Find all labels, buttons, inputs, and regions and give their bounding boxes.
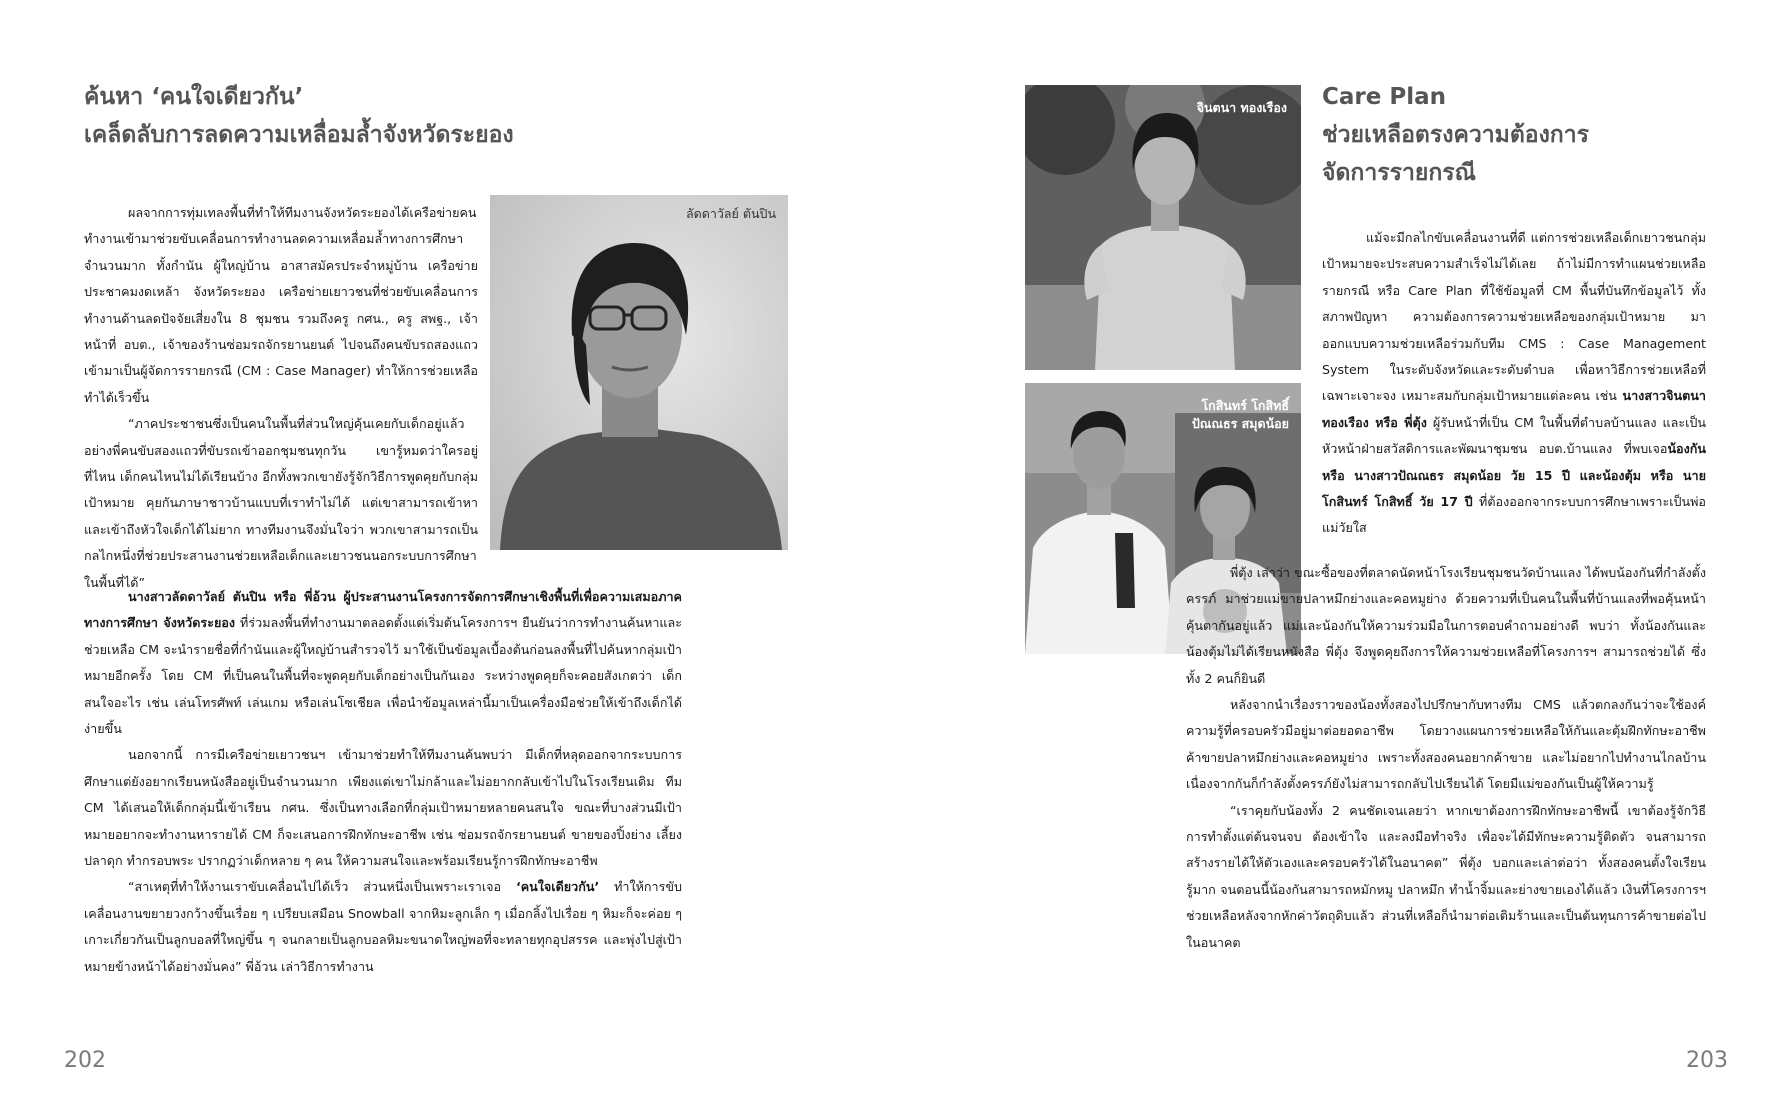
right-paragraph-1-a: แม้จะมีกลไกขับเคลื่อนงานที่ดี แต่การช่วยเหลือเด็กเยาวชนกลุ่มเป้าหมายจะประสบความสำเร็จไม่ได้เลย ถ้าไม่มีการทำแผนช่วยเหลือรายกรณี หรือ Care Plan ที่ใช้ข้อมูลที่ CM พื้นที่บันทึกข้อมูลไว้ ทั้งสภาพปัญหา ความต้องการความช่วยเหลือของกลุ่มเป้าหมาย มาออกแบบความช่วยเหลือร่วมกับทีม CMS : Case Management System ในระดับจังหวัดและระดับตำบล เพื่อหาวิธีการช่วยเหลือที่เฉพาะเจาะจง เหมาะสมกับกลุ่มเป้าหมายแต่ละคน เช่น bbox=[1322, 230, 1706, 404]
left-heading bbox=[84, 78, 514, 154]
right-paragraph-3: หลังจากนำเรื่องราวของน้องทั้งสองไปปรึกษากับทางทีม CMS แล้วตกลงกันว่าจะใช้องค์ความรู้ที่ครอบครัวมีอยู่มาต่อยอดอาชีพ โดยวางแผนการช่วยเหลือให้กันและตุ้มฝึกทักษะอาชีพค้าขายปลาหมึกย่างและคอหมูย่าง เพราะทั้งสองคนอยากค้าขาย และไม่อยากไปทำงานไกลบ้าน เนื่องจากกันก็กำลังตั้งครรภ์ยังไม่สามารถกลับไปเรียนได้ โดยมีแม่ของกันเป็นผู้ให้ความรู้ bbox=[1186, 697, 1706, 792]
left-text-bottom bbox=[84, 584, 682, 980]
right-text-bottom bbox=[1186, 560, 1706, 956]
left-paragraph-1: ผลจากการทุ่มเทลงพื้นที่ทำให้ทีมงานจังหวัดระยองได้เครือข่ายคนทำงานเข้ามาช่วยขับเคลื่อนการทำงานลดความเหลื่อมล้ำทางการศึกษาจำนวนมาก ทั้งกำนัน ผู้ใหญ่บ้าน อาสาสมัครประจำหมู่บ้าน เครือข่ายประชาคมงดเหล้า จังหวัดระยอง เครือข่ายเยาวชนที่ช่วยขับเคลื่อนการทำงานด้านลดปัจจัยเสี่ยงใน 8 ชุมชน รวมถึงครู กศน., ครู สพฐ., เจ้าหน้าที่ อบต., เจ้าของร้านซ่อมรถจักรยานยนต์ ไปจนถึงคนขับรถสองแถว เข้ามาเป็นผู้จัดการรายกรณี (CM : Case Manager) ทำให้การช่วยเหลือทำได้เร็วขึ้น bbox=[84, 205, 478, 405]
left-text-top bbox=[84, 200, 478, 596]
portrait-illustration bbox=[490, 195, 788, 550]
photo-caption-laddawan: ลัดดาวัลย์ ตันปิน bbox=[685, 206, 776, 221]
right-paragraph-1-b: ผู้รับหน้าที่เป็น CM ในพื้นที่ตำบลบ้านแลง และเป็นหัวหน้าฝ่ายสวัสดิการและพัฒนาชุมชน อบต.บ้านแลง ที่พบเจอ bbox=[1322, 414, 1706, 457]
left-paragraph-5-bold: ‘คนใจเดียวกัน’ bbox=[515, 879, 600, 895]
jintana-illustration bbox=[1025, 85, 1301, 370]
caption-line-kosin: โกสินทร์ โกสิทธิ์ bbox=[1201, 398, 1289, 413]
right-heading-line-3: จัดการรายกรณี bbox=[1322, 160, 1476, 186]
right-paragraph-1-c: ที่ต้องออกจากระบบการศึกษาเพราะเป็นพ่อแม่วัยใส bbox=[1322, 494, 1706, 536]
right-paragraph-2: พี่ตุ้ง เล่าว่า ขณะซื้อของที่ตลาดนัดหน้าโรงเรียนชุมชนวัดบ้านแลง ได้พบน้องกันที่กำลังตั้งครรภ์ มาช่วยแม่ขายปลาหมึกย่างและคอหมูย่าง ด้วยความที่เป็นคนในพื้นที่บ้านแลงที่พอคุ้นหน้าคุ้นตากันอยู่แล้ว แม่และน้องกันให้ความร่วมมือในการตอบคำถามอย่างดี พบว่า ทั้งน้องกันและน้องตุ้มไม่ได้เรียนหนังสือ พี่ตุ้ง จึงพูดคุยถึงการให้ความช่วยเหลือที่โครงการฯ สามารถช่วยได้ ซึ่งทั้ง 2 คนก็ยินดี bbox=[1186, 565, 1706, 686]
left-paragraph-3 bbox=[84, 584, 682, 742]
right-paragraph-1-bold-2: น้องกัน หรือ นางสาวปัณณธร สมุดน้อย วัย 15 ปี และน้องตุ้ม หรือ นายโกสินทร์ โกสิทธิ์ วัย 17 ปี bbox=[1322, 441, 1706, 510]
right-heading-line-1: Care Plan bbox=[1322, 84, 1446, 110]
left-paragraph-3-bold: นางสาวลัดดาวัลย์ ตันปิน หรือ พี่อ้วน ผู้ประสานงานโครงการจัดการศึกษาเชิงพื้นที่เพื่อความเสมอภาคทางการศึกษา จังหวัดระยอง bbox=[84, 589, 682, 631]
page-number-right: 203 bbox=[1686, 1048, 1728, 1073]
right-paragraph-1-bold-1: นางสาวจินตนา ทองเรือง หรือ พี่ตุ้ง bbox=[1322, 388, 1706, 430]
left-paragraph-5-a: “สาเหตุที่ทำให้งานเราขับเคลื่อนไปได้เร็ว ส่วนหนึ่งเป็นเพราะเราเจอ bbox=[128, 879, 516, 895]
page-number-left: 202 bbox=[64, 1048, 106, 1073]
left-paragraph-2: “ภาคประชาชนซึ่งเป็นคนในพื้นที่ส่วนใหญ่คุ้นเคยกับเด็กอยู่แล้ว อย่างพี่คนขับสองแถวที่ขับรถเข้าออกชุมชนทุกวัน เขารู้หมดว่าใครอยู่ที่ไหน เด็กคนไหนไม่ได้เรียนบ้าง อีกทั้งพวกเขายังรู้จักวิธีการพูดคุยกับกลุ่มเป้าหมาย คุยกันภาษาชาวบ้านแบบที่เราทำไม่ได้ แต่เขาสามารถเข้าหาและเข้าถึงหัวใจเด็กได้ไม่ยาก ทางทีมงานจึงมั่นใจว่า พวกเขาสามารถเป็นกลไกหนึ่งที่ช่วยประสานงานช่วยเหลือเด็กและเยาวชนนอกระบบการศึกษาในพื้นที่ได้” bbox=[84, 416, 478, 590]
caption-line-pannathorn: ปัณณธร สมุดน้อย bbox=[1191, 416, 1289, 431]
right-paragraph-1 bbox=[1322, 225, 1706, 542]
right-text-top bbox=[1322, 225, 1706, 542]
left-paragraph-3-rest: ที่ร่วมลงพื้นที่ทำงานมาตลอดตั้งแต่เริ่มต้นโครงการฯ ยืนยันว่าการทำงานค้นหาและช่วยเหลือ CM จะนำรายชื่อที่กำนันและผู้ใหญ่บ้านสำรวจไว้ มาใช้เป็นข้อมูลเบื้องต้นก่อนลงพื้นที่ไปค้นหากลุ่มเป้าหมายอีกครั้ง โดย CM ที่เป็นคนในพื้นที่จะพูดคุยกับเด็กอย่างเป็นกันเอง ระหว่างพูดคุยก็จะคอยสังเกตว่า เด็กสนใจอะไร เช่น เล่นโทรศัพท์ เล่นเกม หรือเล่นโซเชียล เพื่อนำข้อมูลเหล่านี้มาเป็นเครื่องมือช่วยให้เข้าถึงเด็กได้ง่ายขึ้น bbox=[84, 615, 682, 737]
left-heading-line-2: เคล็ดลับการลดความเหลื่อมล้ำจังหวัดระยอง bbox=[84, 122, 514, 148]
photo-caption-jintana: จินตนา ทองเรือง bbox=[1196, 100, 1287, 115]
left-paragraph-5 bbox=[84, 874, 682, 980]
portrait-photo-laddawan bbox=[490, 195, 788, 550]
portrait-photo-jintana bbox=[1025, 85, 1301, 370]
left-paragraph-4: นอกจากนี้ การมีเครือข่ายเยาวชนฯ เข้ามาช่วยทำให้ทีมงานค้นพบว่า มีเด็กที่หลุดออกจากระบบการศึกษาแต่ยังอยากเรียนหนังสืออยู่เป็นจำนวนมาก เพียงแต่เขาไม่กล้าและไม่อยากกลับเข้าไปในโรงเรียนเดิม ทีม CM ได้เสนอให้เด็กกลุ่มนี้เข้าเรียน กศน. ซึ่งเป็นทางเลือกที่กลุ่มเป้าหมายหลายคนสนใจ ขณะที่บางส่วนมีเป้าหมายอยากจะทำงานหารายได้ CM ก็จะเสนอการฝึกทักษะอาชีพ เช่น ซ่อมรถจักรยานยนต์ ขายของปิ้งย่าง เลี้ยงปลาดุก ทำกรอบพระ ปรากฏว่าเด็กหลาย ๆ คน ให้ความสนใจและพร้อมเรียนรู้การฝึกทักษะอาชีพ bbox=[84, 747, 682, 869]
right-heading-line-2: ช่วยเหลือตรงความต้องการ bbox=[1322, 122, 1590, 148]
right-paragraph-4: “เราคุยกับน้องทั้ง 2 คนชัดเจนเลยว่า หากเขาต้องการฝึกทักษะอาชีพนี้ เขาต้องรู้จักวิธีการทำตั้งแต่ต้นจนจบ ต้องเข้าใจ และลงมือทำจริง เพื่อจะได้มีทักษะความรู้ติดตัว จนสามารถสร้างรายได้ให้ตัวเองและครอบครัวได้ในอนาคต” พี่ตุ้ง บอกและเล่าต่อว่า ทั้งสองคนตั้งใจเรียนรู้มาก จนตอนนี้น้องกันสามารถหมักหมู ปลาหมึก ทำน้ำจิ้มและย่างขายเองได้แล้ว เงินที่โครงการฯ ช่วยเหลือหลังจากหักค่าวัตถุดิบแล้ว ส่วนที่เหลือก็นำมาต่อเติมร้านและเป็นต้นทุนการค้าขายต่อไปในอนาคต bbox=[1186, 802, 1706, 950]
photo-caption-kosin-pannathorn bbox=[1192, 397, 1289, 433]
right-heading bbox=[1322, 78, 1589, 192]
left-heading-line-1: ค้นหา ‘คนใจเดียวกัน’ bbox=[84, 84, 304, 110]
left-paragraph-5-b: ทำให้การขับเคลื่อนงานขยายวงกว้างขึ้นเรื่อย ๆ เปรียบเสมือน Snowball จากหิมะลูกเล็ก ๆ เมื่อกลิ้งไปเรื่อย ๆ หิมะก็จะค่อย ๆ เกาะเกี่ยวกันเป็นลูกบอลที่ใหญ่ขึ้น ๆ จนกลายเป็นลูกบอลหิมะขนาดใหญ่พอที่จะทลายทุกอุปสรรค และพุ่งไปสู่เป้าหมายข้างหน้าได้อย่างมั่นคง” พี่อ้วน เล่าวิธีการทำงาน bbox=[84, 879, 682, 974]
